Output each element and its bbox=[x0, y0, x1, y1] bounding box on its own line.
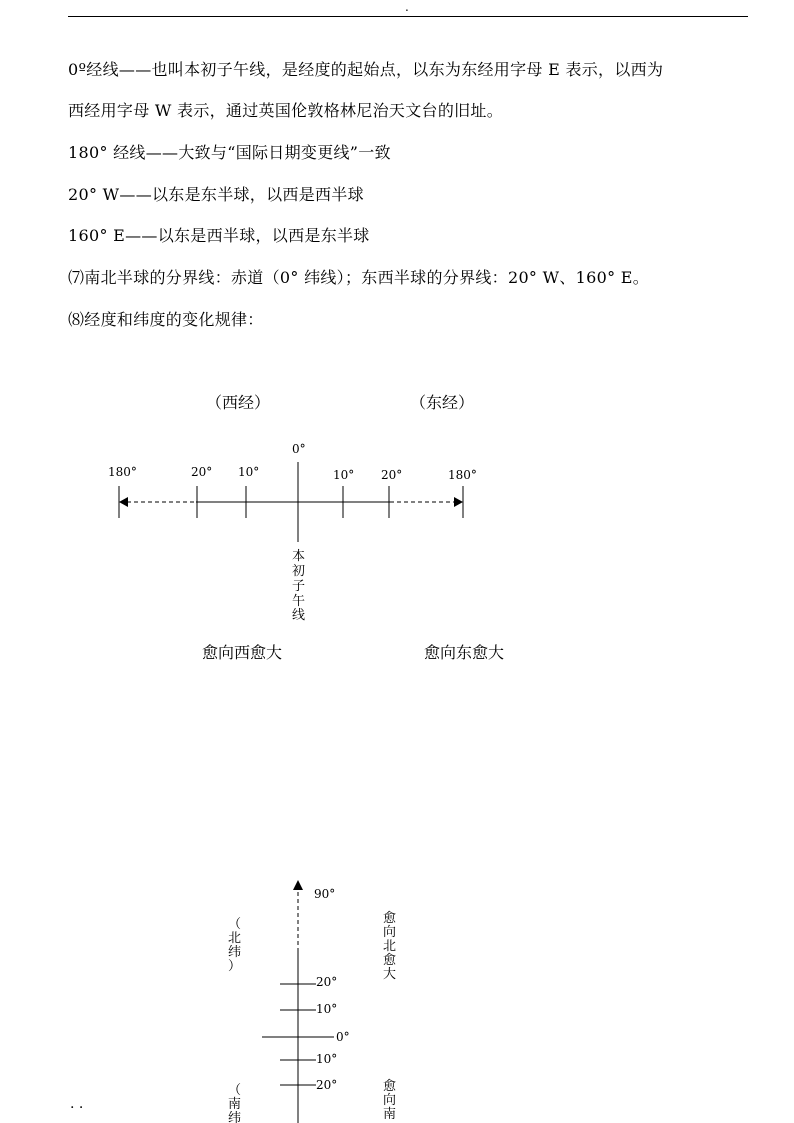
paragraph-160e: 160° E——以东是西半球，以西是东半球 bbox=[68, 226, 370, 245]
tick-label-20w: 20° bbox=[191, 465, 213, 479]
footer-mark: . . bbox=[70, 1096, 84, 1112]
north-heading: （北纬） bbox=[228, 917, 242, 974]
paragraph-hemisphere-boundaries: ⑺南北半球的分界线：赤道（0° 纬线）；东西半球的分界线：20° W、160° E。 bbox=[68, 268, 650, 287]
paragraph-prime-meridian: 0º经线——也叫本初子午线，是经度的起始点，以东为东经用字母 E 表示，以西为 bbox=[68, 60, 664, 79]
east-heading: （东经） bbox=[410, 393, 475, 412]
tick-label-20s: 20° bbox=[316, 1078, 338, 1092]
south-caption: 愈向南 bbox=[383, 1079, 397, 1122]
paragraph-prime-meridian-cont: 西经用字母 W 表示，通过英国伦敦格林尼治天文台的旧址。 bbox=[68, 101, 504, 120]
paragraph-20w: 20° W——以东是东半球，以西是西半球 bbox=[68, 185, 364, 204]
zero-longitude-label: 0° bbox=[292, 442, 306, 456]
tick-label-20e: 20° bbox=[381, 468, 403, 482]
west-heading: （西经） bbox=[206, 393, 271, 412]
tick-label-equator: 0° bbox=[336, 1030, 350, 1044]
paragraph-change-rules: ⑻经度和纬度的变化规律： bbox=[68, 310, 264, 329]
west-caption: 愈向西愈大 bbox=[202, 643, 283, 662]
header-mark: . bbox=[405, 0, 409, 14]
tick-label-90n: 90° bbox=[314, 887, 336, 901]
east-caption: 愈向东愈大 bbox=[424, 643, 505, 662]
meridian-label: 本 初 子 午 线 bbox=[292, 549, 306, 623]
tick-label-180w: 180° bbox=[108, 465, 137, 479]
south-heading: （南纬 bbox=[228, 1083, 242, 1123]
north-caption: 愈向北愈大 bbox=[383, 911, 397, 982]
tick-label-10n: 10° bbox=[316, 1002, 338, 1016]
north-arrowhead bbox=[293, 880, 303, 890]
tick-label-10w: 10° bbox=[238, 465, 260, 479]
tick-label-10e: 10° bbox=[333, 468, 355, 482]
tick-label-180e: 180° bbox=[448, 468, 477, 482]
tick-label-10s: 10° bbox=[316, 1052, 338, 1066]
tick-label-20n: 20° bbox=[316, 975, 338, 989]
paragraph-180-meridian: 180° 经线——大致与“国际日期变更线”一致 bbox=[68, 143, 391, 162]
